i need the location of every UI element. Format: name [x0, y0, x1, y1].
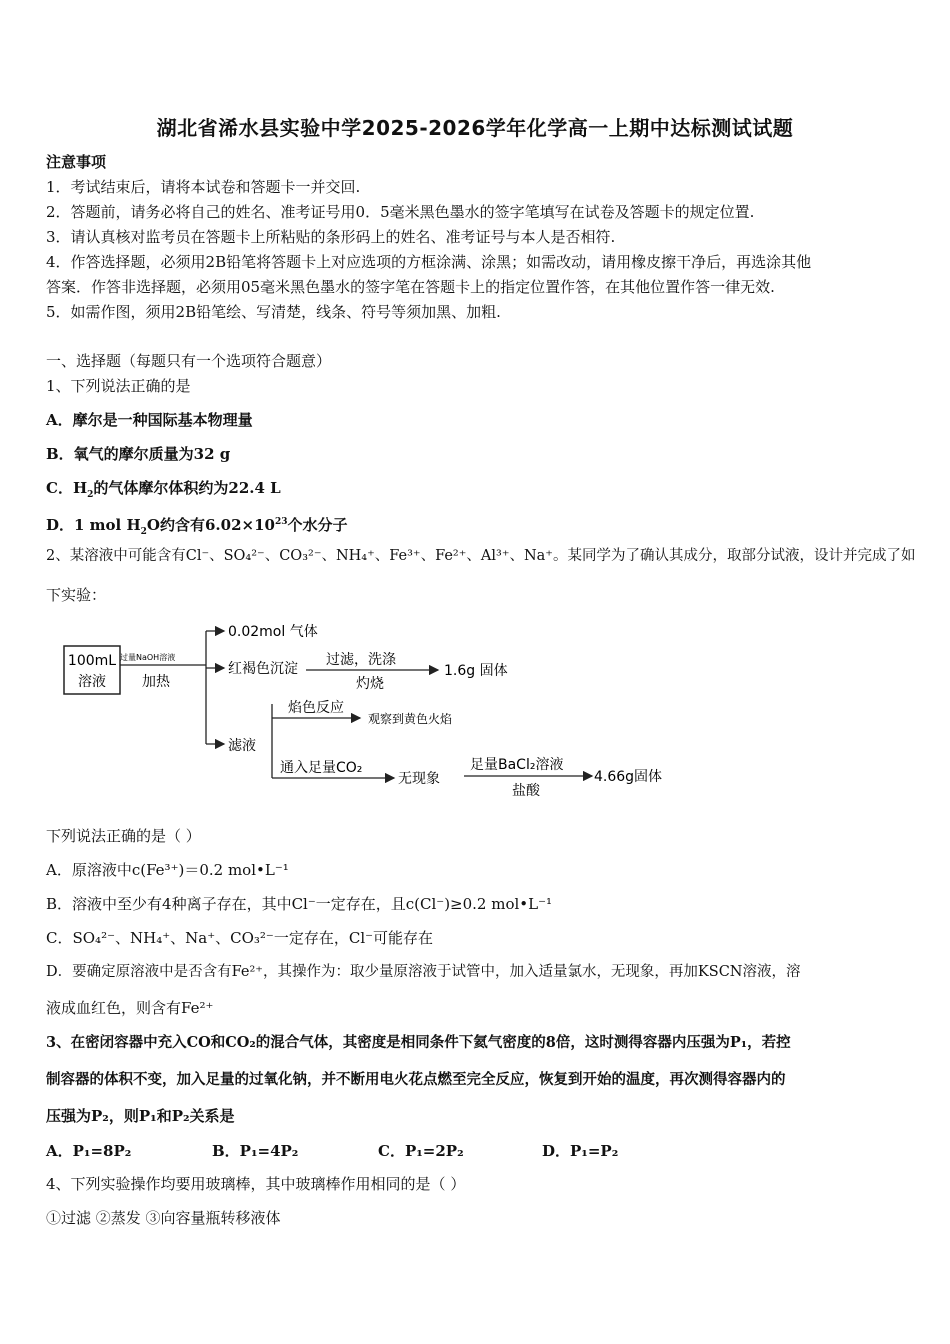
box-label-1: 100mL	[67, 653, 117, 669]
q2-option-b: B．溶液中至少有4种离子存在，其中Cl⁻一定存在，且c(Cl⁻)≥0.2 mol•L⁻¹	[46, 895, 553, 913]
notice-heading: 注意事项	[46, 153, 107, 171]
notice-item-3: 3．请认真核对监考员在答题卡上所粘贴的条形码上的姓名、准考证号与本人是否相符.	[46, 228, 616, 246]
q3-stem-line2: 制容器的体积不变，加入足量的过氧化钠，并不断用电火花点燃至完全反应，恢复到开始的温度，再次测得容器内的	[46, 1071, 786, 1088]
q1-c-sub: 2	[87, 490, 94, 500]
q1-c-post: 的气体摩尔体积约为22.4 L	[93, 479, 281, 497]
section-heading: 一、选择题（每题只有一个选项符合题意）	[46, 352, 332, 370]
gas-label: 0.02mol 气体	[228, 624, 318, 640]
q3-stem-line3: 压强为P₂，则P₁和P₂关系是	[46, 1107, 235, 1125]
q2-option-a: A．原溶液中c(Fe³⁺)＝0.2 mol•L⁻¹	[46, 861, 289, 879]
reagent-bottom-label: 加热	[142, 674, 170, 690]
page-title: 湖北省浠水县实验中学2025-2026学年化学高一上期中达标测试试题	[156, 116, 794, 140]
q4-items: ①过滤 ②蒸发 ③向容量瓶转移液体	[46, 1209, 281, 1227]
q3-stem-line1: 3、在密闭容器中充入CO和CO₂的混合气体，其密度是相同条件下氦气密度的8倍，这时测得容器内压强为P₁，若控	[46, 1034, 791, 1051]
box-label-2: 溶液	[78, 674, 106, 690]
notice-item-4-cont: 答案．作答非选择题，必须用05毫米黑色墨水的签字笔在答题卡上的指定位置作答，在其他位置作答一律无效.	[46, 278, 775, 296]
q1-d-mid: O约含有6.02×10	[146, 516, 275, 534]
q2-ask: 下列说法正确的是（ ）	[46, 827, 201, 845]
filter-top-label: 过滤，洗涤	[326, 652, 396, 668]
flame-result-label: 观察到黄色火焰	[368, 712, 453, 726]
notice-item-5: 5．如需作图，须用2B铅笔绘、写清楚，线条、符号等须加黑、加粗.	[46, 303, 501, 321]
q3-option-c: C．P₁=2P₂	[378, 1142, 464, 1160]
notice-item-1: 1．考试结束后，请将本试卷和答题卡一并交回.	[46, 178, 361, 196]
q2-option-d-line2: 液成血红色，则含有Fe²⁺	[46, 999, 214, 1017]
q3-option-d: D．P₁=P₂	[542, 1142, 619, 1160]
q1-d-sub: 2	[140, 527, 147, 537]
reagent-top-label: 过量NaOH溶液	[120, 653, 176, 662]
q2-option-c: C．SO₄²⁻、NH₄⁺、Na⁺、CO₃²⁻一定存在，Cl⁻可能存在	[46, 929, 434, 947]
q4-stem: 4、下列实验操作均要用玻璃棒，其中玻璃棒作用相同的是（ ）	[46, 1175, 466, 1193]
q1-stem: 1、下列说法正确的是	[46, 377, 191, 395]
notice-item-4: 4．作答选择题，必须用2B铅笔将答题卡上对应选项的方框涂满、涂黑；如需改动，请用橡皮擦干净后，再选涂其他	[46, 253, 812, 271]
hcl-label: 盐酸	[512, 783, 540, 799]
q1-d-sup: 23	[274, 517, 288, 527]
q2-flow-diagram	[60, 618, 700, 808]
q3-option-a: A．P₁=8P₂	[46, 1142, 132, 1160]
solid1-label: 1.6g 固体	[444, 663, 508, 679]
q1-c-pre: C．H	[46, 479, 88, 497]
q1-option-d	[46, 512, 348, 542]
q1-option-c	[46, 478, 281, 505]
precip-label: 红褐色沉淀	[228, 661, 298, 677]
q3-option-b: B．P₁=4P₂	[212, 1142, 299, 1160]
q1-option-b: B．氧气的摩尔质量为32 g	[46, 445, 231, 463]
q2-stem-line1: 2、某溶液中可能含有Cl⁻、SO₄²⁻、CO₃²⁻、NH₄⁺、Fe³⁺、Fe²⁺、Al³⁺、Na⁺。某同学为了确认其成分，取部分试液，设计并完成了如	[46, 548, 916, 564]
bacl2-label: 足量BaCl₂溶液	[470, 757, 564, 773]
notice-item-2: 2．答题前，请务必将自己的姓名、准考证号用0．5毫米黑色墨水的签字笔填写在试卷及答题卡的规定位置.	[46, 203, 755, 221]
filtrate-label: 滤液	[228, 738, 256, 754]
filter-bottom-label: 灼烧	[356, 676, 384, 692]
no-change-label: 无现象	[398, 771, 440, 787]
q1-d-post: 个水分子	[287, 516, 348, 534]
q2-option-d-line1: D．要确定原溶液中是否含有Fe²⁺，其操作为：取少量原溶液于试管中，加入适量氯水，无现象，再加KSCN溶液，溶	[46, 964, 801, 980]
q1-d-pre: D．1 mol H	[46, 516, 141, 534]
solid2-label: 4.66g固体	[594, 769, 663, 785]
q1-option-a: A．摩尔是一种国际基本物理量	[46, 411, 253, 429]
co2-label: 通入足量CO₂	[280, 760, 363, 776]
q2-stem-line2: 下实验：	[46, 586, 107, 604]
flame-label: 焰色反应	[288, 700, 344, 716]
